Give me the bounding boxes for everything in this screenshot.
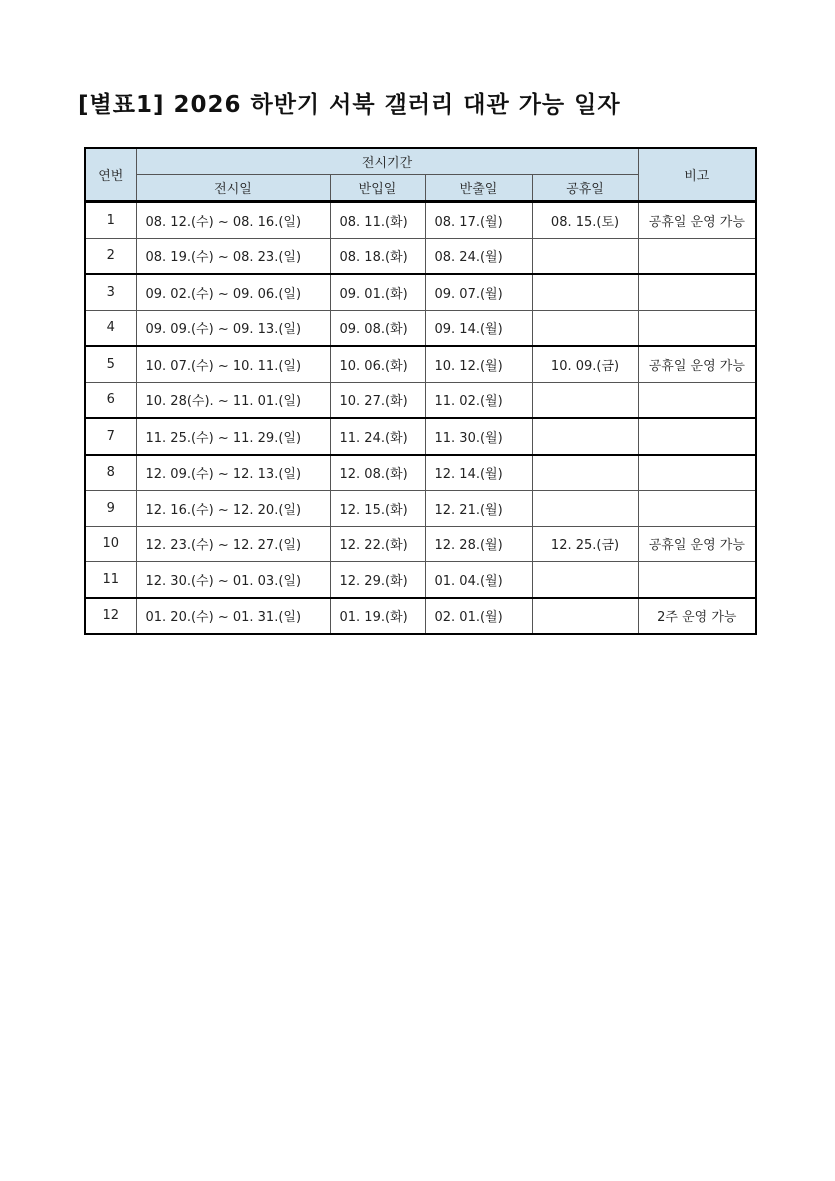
row-move-out: 11. 02.(월) [425, 382, 532, 418]
table-row [85, 598, 756, 635]
row-move-out: 02. 01.(월) [425, 598, 532, 635]
row-move-out: 09. 07.(월) [425, 274, 532, 310]
row-move-in: 10. 27.(화) [330, 382, 425, 418]
rental-schedule-table [84, 147, 757, 635]
row-note: 2주 운영 가능 [638, 598, 756, 635]
row-exhibition-dates: 12. 16.(수) ~ 12. 20.(일) [136, 491, 330, 527]
row-holiday: 08. 15.(토) [532, 202, 638, 239]
row-move-out: 12. 14.(월) [425, 455, 532, 491]
header-move-out: 반출일 [425, 175, 532, 202]
row-note [638, 455, 756, 491]
row-no: 12 [85, 598, 136, 635]
row-no: 4 [85, 310, 136, 346]
row-holiday [532, 382, 638, 418]
row-note [638, 562, 756, 598]
row-no: 7 [85, 418, 136, 455]
row-holiday [532, 418, 638, 455]
table-row [85, 238, 756, 274]
row-exhibition-dates: 09. 02.(수) ~ 09. 06.(일) [136, 274, 330, 310]
table-row [85, 274, 756, 310]
document-title: [별표1] 2026 하반기 서북 갤러리 대관 가능 일자 [78, 92, 621, 118]
row-no: 5 [85, 346, 136, 382]
row-move-in: 10. 06.(화) [330, 346, 425, 382]
row-no: 9 [85, 491, 136, 527]
row-exhibition-dates: 01. 20.(수) ~ 01. 31.(일) [136, 598, 330, 635]
table-row [85, 382, 756, 418]
header-holiday: 공휴일 [532, 175, 638, 202]
row-no: 8 [85, 455, 136, 491]
table-row [85, 346, 756, 382]
row-exhibition-dates: 09. 09.(수) ~ 09. 13.(일) [136, 310, 330, 346]
row-note [638, 310, 756, 346]
row-no: 3 [85, 274, 136, 310]
row-no: 11 [85, 562, 136, 598]
header-move-in: 반입일 [330, 175, 425, 202]
header-exhibition-period-group: 전시기간 [136, 148, 638, 175]
row-holiday [532, 310, 638, 346]
row-holiday [532, 598, 638, 635]
row-move-in: 12. 22.(화) [330, 526, 425, 562]
row-move-out: 08. 24.(월) [425, 238, 532, 274]
table-body [85, 202, 756, 635]
row-exhibition-dates: 08. 12.(수) ~ 08. 16.(일) [136, 202, 330, 239]
row-no: 6 [85, 382, 136, 418]
row-holiday [532, 562, 638, 598]
row-move-out: 12. 21.(월) [425, 491, 532, 527]
row-holiday [532, 455, 638, 491]
row-move-in: 09. 01.(화) [330, 274, 425, 310]
row-exhibition-dates: 12. 30.(수) ~ 01. 03.(일) [136, 562, 330, 598]
row-exhibition-dates: 12. 09.(수) ~ 12. 13.(일) [136, 455, 330, 491]
table-row [85, 310, 756, 346]
row-move-in: 09. 08.(화) [330, 310, 425, 346]
row-holiday [532, 274, 638, 310]
row-exhibition-dates: 11. 25.(수) ~ 11. 29.(일) [136, 418, 330, 455]
row-move-out: 11. 30.(월) [425, 418, 532, 455]
row-note [638, 382, 756, 418]
row-move-out: 09. 14.(월) [425, 310, 532, 346]
table-row [85, 526, 756, 562]
row-note [638, 274, 756, 310]
table-row [85, 491, 756, 527]
row-move-in: 11. 24.(화) [330, 418, 425, 455]
row-exhibition-dates: 08. 19.(수) ~ 08. 23.(일) [136, 238, 330, 274]
row-no: 2 [85, 238, 136, 274]
row-move-out: 01. 04.(월) [425, 562, 532, 598]
row-no: 10 [85, 526, 136, 562]
row-exhibition-dates: 10. 07.(수) ~ 10. 11.(일) [136, 346, 330, 382]
row-holiday: 10. 09.(금) [532, 346, 638, 382]
row-move-out: 08. 17.(월) [425, 202, 532, 239]
row-move-in: 12. 15.(화) [330, 491, 425, 527]
table-row [85, 418, 756, 455]
row-note [638, 418, 756, 455]
row-note [638, 491, 756, 527]
row-note: 공휴일 운영 가능 [638, 346, 756, 382]
header-exhibition-dates: 전시일 [136, 175, 330, 202]
row-note: 공휴일 운영 가능 [638, 202, 756, 239]
row-no: 1 [85, 202, 136, 239]
row-move-in: 01. 19.(화) [330, 598, 425, 635]
row-move-out: 10. 12.(월) [425, 346, 532, 382]
row-exhibition-dates: 10. 28(수). ~ 11. 01.(일) [136, 382, 330, 418]
table-header [85, 148, 756, 202]
header-no: 연번 [85, 148, 136, 202]
row-move-in: 08. 11.(화) [330, 202, 425, 239]
row-holiday [532, 491, 638, 527]
row-note: 공휴일 운영 가능 [638, 526, 756, 562]
header-note: 비고 [638, 148, 756, 202]
row-note [638, 238, 756, 274]
table-row [85, 202, 756, 239]
row-exhibition-dates: 12. 23.(수) ~ 12. 27.(일) [136, 526, 330, 562]
row-move-out: 12. 28.(월) [425, 526, 532, 562]
row-holiday [532, 238, 638, 274]
table-row [85, 562, 756, 598]
row-move-in: 12. 29.(화) [330, 562, 425, 598]
row-move-in: 08. 18.(화) [330, 238, 425, 274]
row-move-in: 12. 08.(화) [330, 455, 425, 491]
row-holiday: 12. 25.(금) [532, 526, 638, 562]
table-row [85, 455, 756, 491]
